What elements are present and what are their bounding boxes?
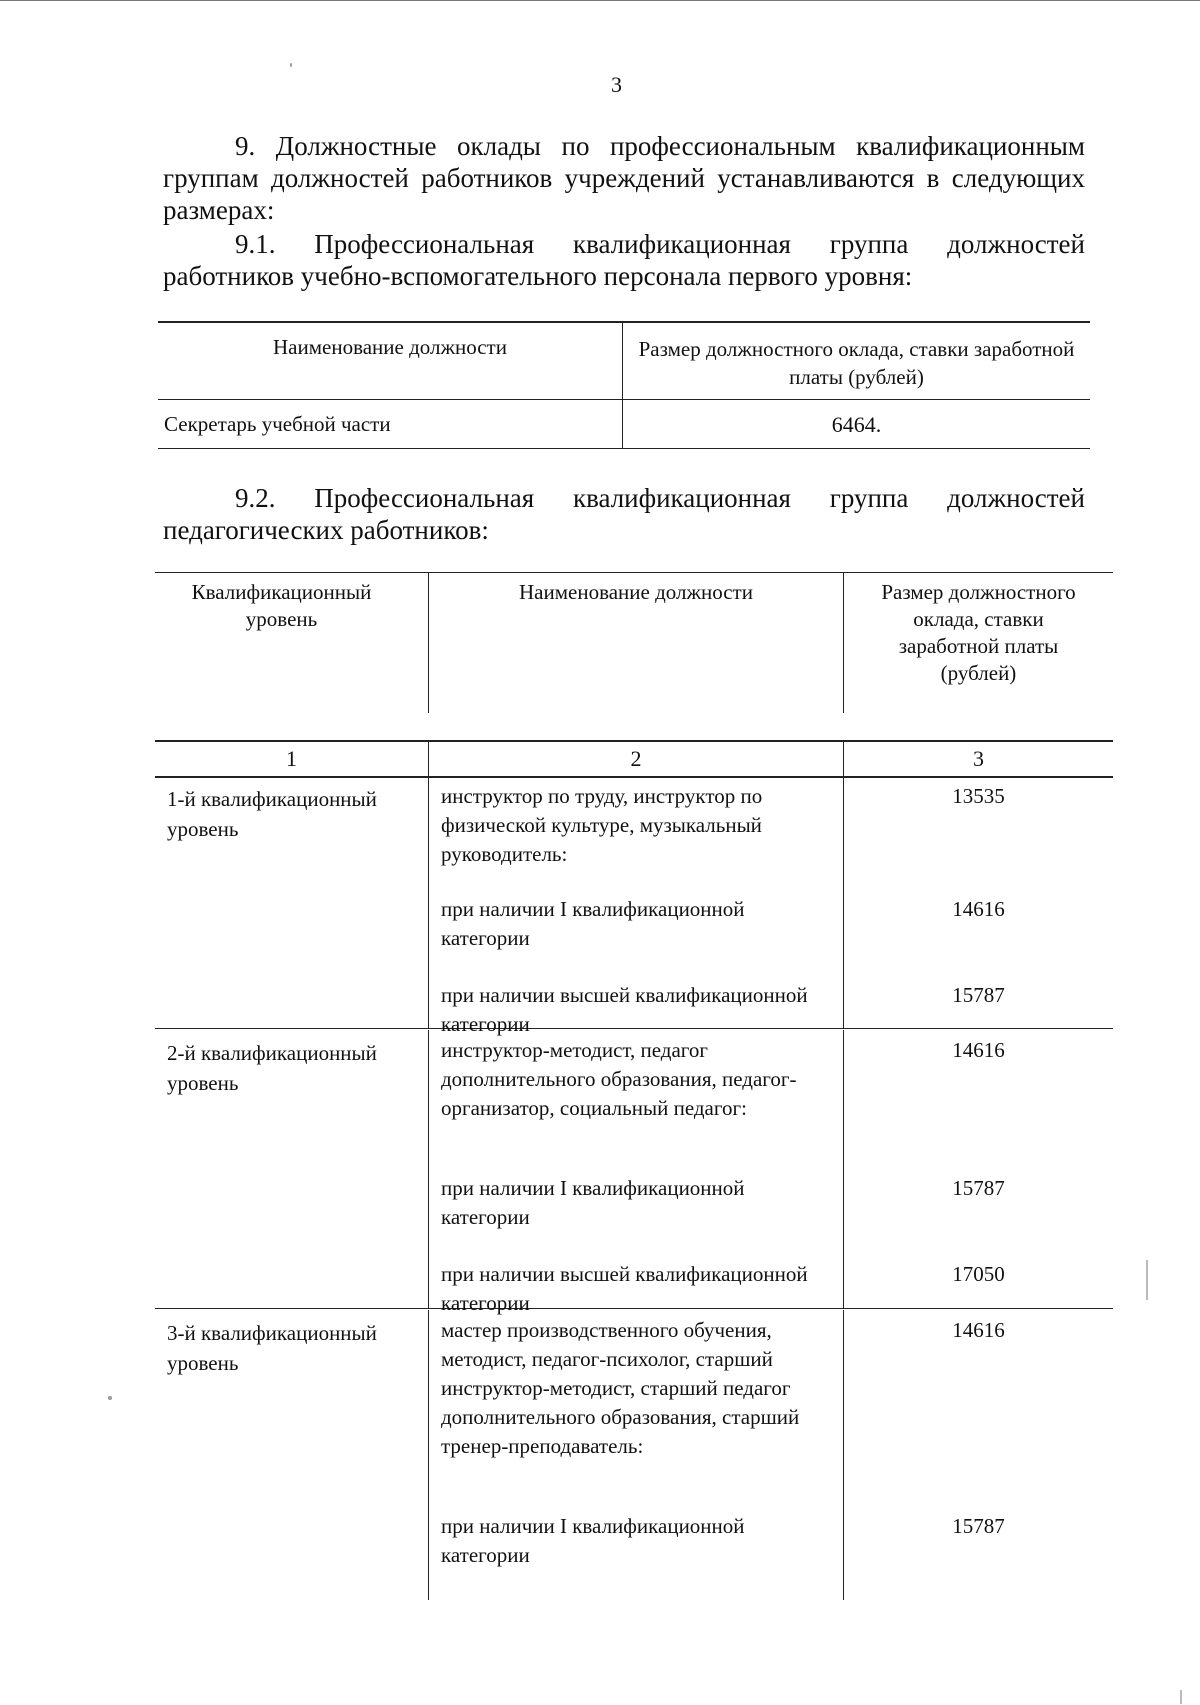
level-name: 3-й квалификационный уровень <box>155 1310 429 1600</box>
header-position: Наименование должности <box>429 573 844 713</box>
level-positions <box>429 1030 844 1315</box>
page-number: 3 <box>611 72 622 97</box>
section-9-paragraph <box>163 130 1085 226</box>
salary-value: 15787 <box>952 1514 1005 1538</box>
position-entry: мастер производственного обучения, методист, педагог-психолог, старший инструктор-методист, старший педагог дополнительного образования, старший тренер-преподаватель: <box>441 1318 800 1458</box>
section-9-1-text: 9.1. Профессиональная квалификационная группа должностей работников учебно-вспомогательного персонала первого уровня: <box>163 229 1085 291</box>
section-9-2-text: 9.2. Профессиональная квалификационная группа должностей педагогических работников: <box>163 483 1085 545</box>
header-salary: Размер должностного оклада, ставки заработной платы (рублей) <box>638 337 1075 389</box>
scan-top-edge <box>0 0 1200 2</box>
position-entry: при наличии высшей квалификационной категории <box>441 983 808 1036</box>
scan-speck <box>290 63 292 67</box>
position-entry: инструктор-методист, педагог дополнительного образования, педагог-организатор, социальный педагог: <box>441 1038 797 1120</box>
cell-position: Секретарь учебной части <box>158 400 623 448</box>
level-name: 2-й квалификационный уровень <box>155 1030 429 1308</box>
salary-value: 15787 <box>952 983 1005 1007</box>
cell-salary: 6464. <box>831 412 882 437</box>
section-9-1-paragraph <box>163 228 1085 292</box>
level-positions <box>429 776 844 1036</box>
salary-value: 14616 <box>952 1038 1005 1062</box>
table-row-level-2 <box>155 1030 1113 1315</box>
header-salary: Размер должностного оклада, ставки заработной платы (рублей) <box>881 580 1076 685</box>
salary-value: 14616 <box>952 897 1005 921</box>
scan-mark <box>1146 1260 1148 1300</box>
position-entry: инструктор по труду, инструктор по физической культуре, музыкальный руководитель: <box>441 784 763 866</box>
table-row-level-1 <box>155 776 1113 1036</box>
section-9-text: 9. Должностные оклады по профессиональным квалификационным группам должностей работников учреждений устанавливаются в следующих размерах: <box>163 131 1085 225</box>
col-number-3: 3 <box>973 746 984 771</box>
level-name: 1-й квалификационный уровень <box>155 776 429 1028</box>
section-9-2-paragraph <box>163 482 1085 546</box>
scan-speck <box>108 1396 112 1400</box>
table-row <box>158 400 1090 449</box>
salary-value: 13535 <box>952 784 1005 808</box>
position-entry: при наличии высшей квалификационной категории <box>441 1262 808 1315</box>
position-entry: при наличии I квалификационной категории <box>441 897 745 950</box>
position-entry: при наличии I квалификационной категории <box>441 1514 745 1567</box>
position-entry: при наличии I квалификационной категории <box>441 1176 745 1229</box>
salary-value: 15787 <box>952 1176 1005 1200</box>
scan-mark <box>1180 1690 1182 1704</box>
level-salaries <box>844 776 1113 1028</box>
table-column-numbers <box>155 740 1113 778</box>
level-positions <box>429 1310 844 1600</box>
level-salaries <box>844 1310 1113 1600</box>
level-salaries <box>844 1030 1113 1308</box>
salary-value: 17050 <box>952 1262 1005 1286</box>
header-qual-level: Квалификационный уровень <box>155 573 429 713</box>
col-number-1: 1 <box>155 742 429 776</box>
col-number-2: 2 <box>429 742 844 776</box>
header-position: Наименование должности <box>158 323 623 399</box>
table-support-staff <box>158 321 1090 449</box>
table-row-level-3 <box>155 1310 1113 1600</box>
table-pedagogical-header <box>155 572 1113 713</box>
table-header-row <box>158 321 1090 400</box>
salary-value: 14616 <box>952 1318 1005 1342</box>
